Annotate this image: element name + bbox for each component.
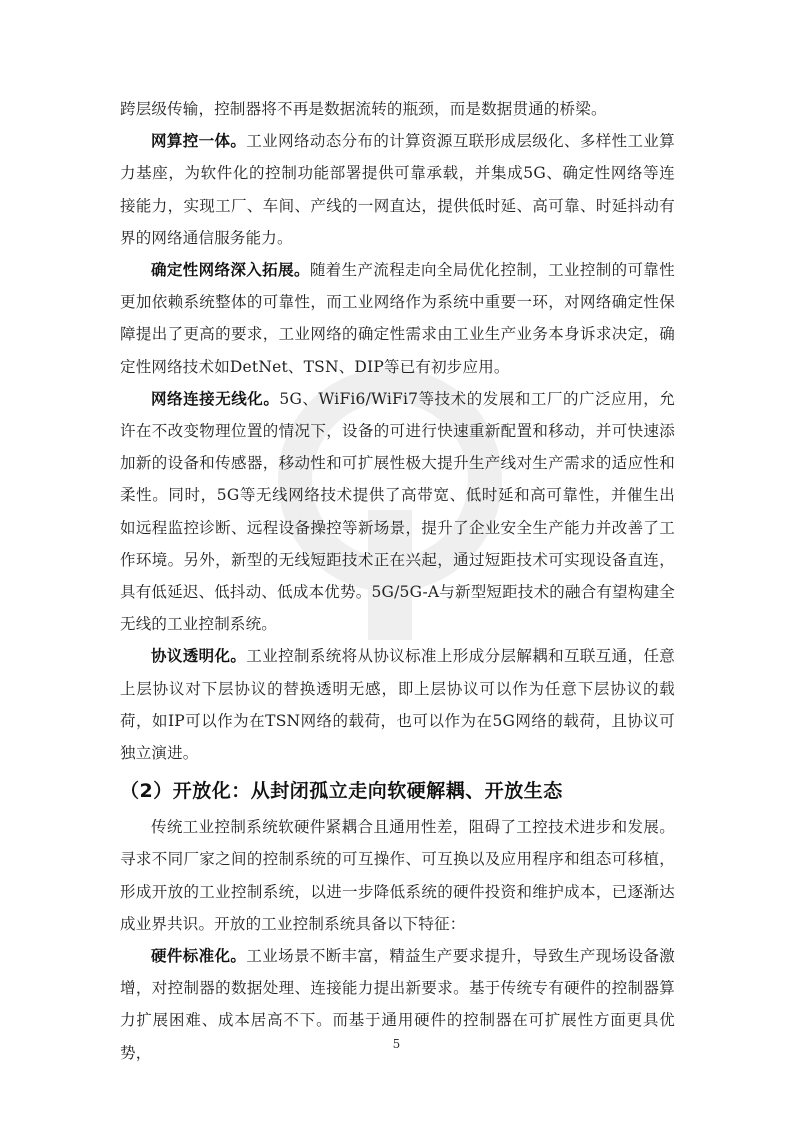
section-heading: （2）开放化：从封闭孤立走向软硬解耦、开放生态: [120, 780, 563, 803]
paragraph-text: 随着生产流程走向全局优化控制，工业控制的可靠性更加依赖系统整体的可靠性，而工业网络作为系统中重要一环，对网络确定性保障提出了更高的要求，工业网络的确定性需求由工业生产业务本身诉求决定，确定性网络技术如DetNet、TSN、DIP等已有初步应用。: [120, 261, 675, 376]
paragraph-text: 传统工业控制系统软硬件紧耦合且通用性差，阻碍了工控技术进步和发展。寻求不同厂家之间的控制系统的可互操作、可互换以及应用程序和组态可移植，形成开放的工业控制系统，以进一步降低系统的硬件投资和维护成本，已逐渐达成业界共识。开放的工业控制系统具备以下特征：: [120, 818, 675, 933]
paragraph-lead: 协议透明化。: [151, 646, 247, 666]
paragraph-deterministic-network: [120, 254, 675, 383]
paragraph-lead: 网算控一体。: [151, 131, 247, 151]
paragraph-text: 工业控制系统将从协议标准上形成分层解耦和互联互通，任意上层协议对下层协议的替换透明无感，即上层协议可以作为任意下层协议的载荷，如IP可以作为在TSN网络的载荷，也可以作为在5G网络的载荷，且协议可独立演进。: [120, 647, 676, 763]
paragraph-lead: 网络连接无线化。: [151, 388, 280, 408]
document-body: [120, 93, 675, 1069]
paragraph-wireless-connection: [120, 383, 675, 641]
paragraph-continuation: [120, 93, 675, 125]
page-number: 5: [392, 1037, 401, 1051]
paragraph-open-systems-intro: [120, 811, 675, 940]
paragraph-lead: 硬件标准化。: [151, 946, 247, 966]
paragraph-network-compute-control: [120, 125, 675, 254]
paragraph-lead: 确定性网络深入拓展。: [151, 260, 310, 280]
paragraph-protocol-transparency: [120, 640, 675, 769]
paragraph-text: 5G、WiFi6/WiFi7等技术的发展和工厂的广泛应用，允许在不改变物理位置的情况下，设备的可进行快速重新配置和移动，并可快速添加新的设备和传感器，移动性和可扩展性极大提升生产线对生产需求的适应性和柔性。同时，5G等无线网络技术提供了高带宽、低时延和高可靠性，并催生出如远程监控诊断、远程设备操控等新场景，提升了企业安全生产能力并改善了工作环境。另外，新型的无线短距技术正在兴起，通过短距技术可实现设备直连，具有低延迟、低抖动、低成本优势。5G/5G-A与新型短距技术的融合有望构建全无线的工业控制系统。: [120, 389, 675, 634]
paragraph-text: 跨层级传输，控制器将不再是数据流转的瓶颈，而是数据贯通的桥梁。: [120, 100, 607, 118]
paragraph-text: 工业场景不断丰富，精益生产要求提升，导致生产现场设备激增，对控制器的数据处理、连接能力提出新要求。基于传统专有硬件的控制器算力扩展困难、成本居高不下。而基于通用硬件的控制器在可扩展性方面更具优势，: [120, 947, 676, 1062]
paragraph-text: 工业网络动态分布的计算资源互联形成层级化、多样性工业算力基座，为软件化的控制功能部署提供可靠承载，并集成5G、确定性网络等连接能力，实现工厂、车间、产线的一网直达，提供低时延、高可靠、时延抖动有界的网络通信服务能力。: [120, 132, 676, 247]
